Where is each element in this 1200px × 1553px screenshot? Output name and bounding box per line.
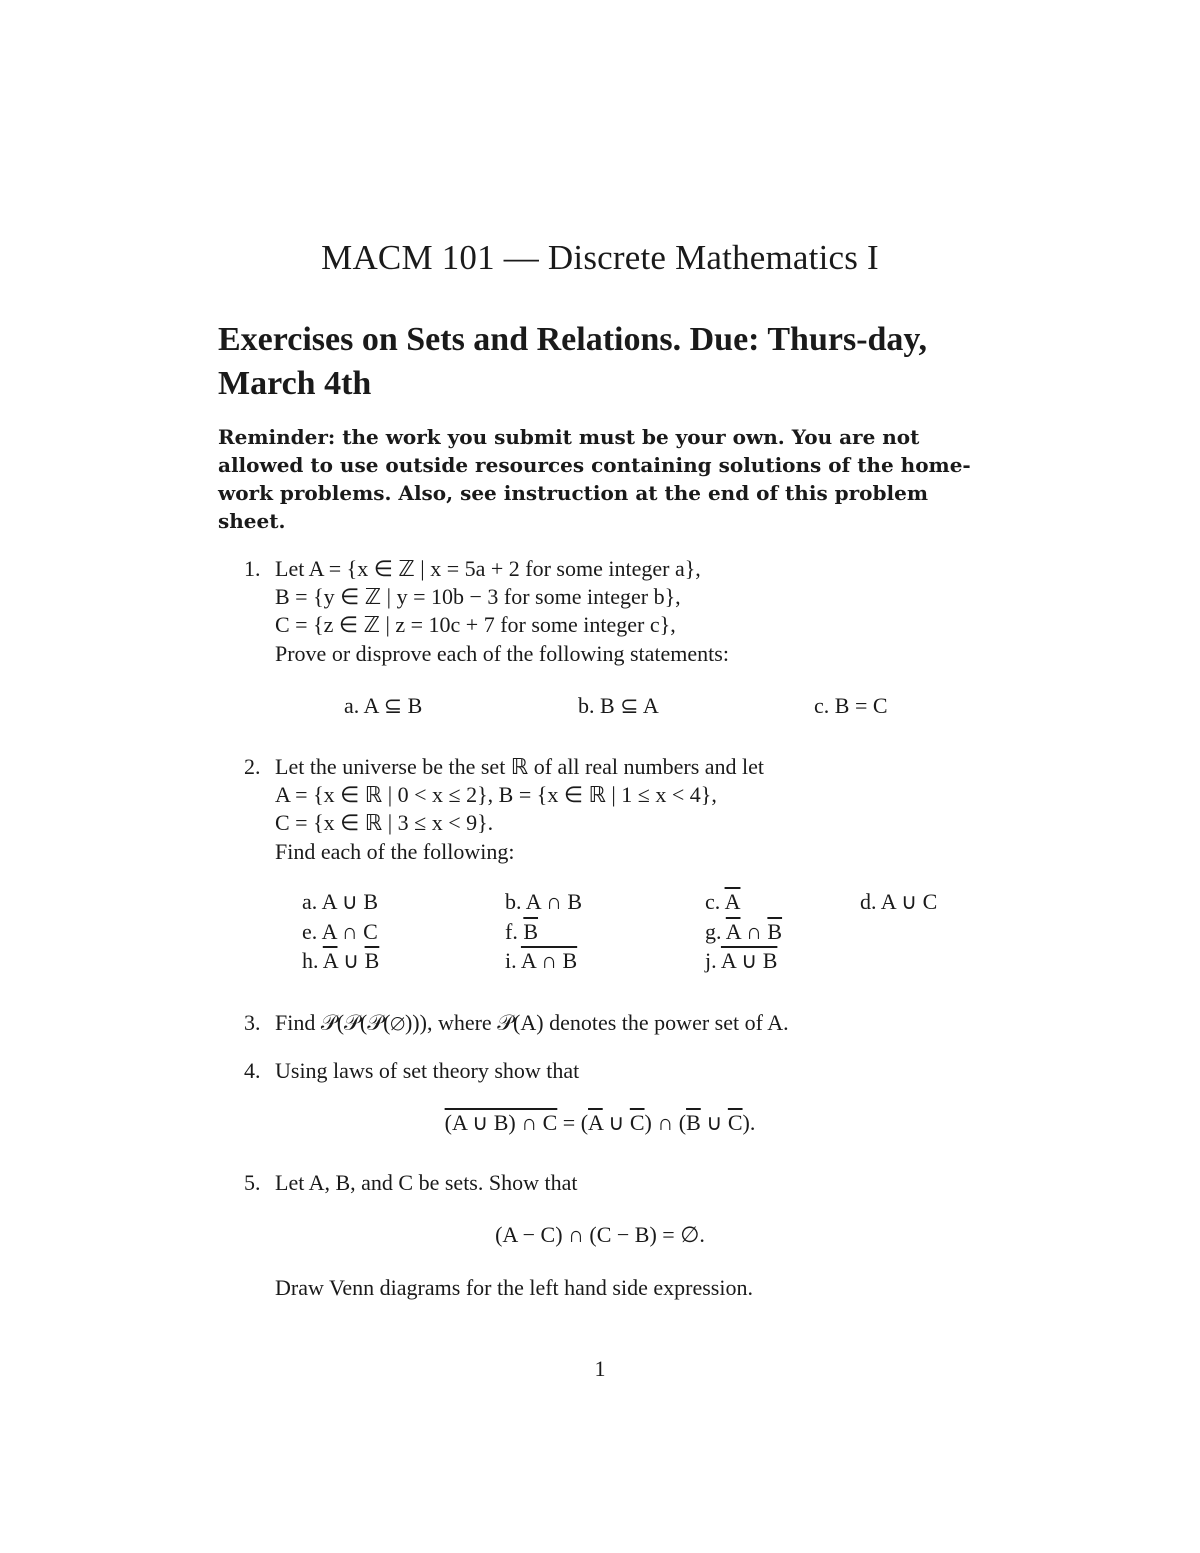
problem-2-item-i xyxy=(505,948,577,974)
item-e-label: e. xyxy=(302,919,318,944)
course-title: MACM 101 — Discrete Mathematics I xyxy=(321,238,879,277)
problem-1-item-c: c. B = C xyxy=(814,693,888,718)
problem-2-item-h xyxy=(302,948,379,974)
item-g-expr: $\overline{A}$ ∩ $\overline{B}$ xyxy=(725,919,783,944)
item-j-expr: A ∪ B xyxy=(720,948,778,973)
item-c-expr: $\overline{A}$ xyxy=(724,889,741,914)
item-c-label: c. xyxy=(705,889,721,914)
item-b-label: b. xyxy=(505,889,522,914)
problem-1-line-4: Prove or disprove each of the following statements: xyxy=(275,641,729,666)
problem-2-item-g xyxy=(705,919,782,945)
problem-3-number: 3. xyxy=(244,1010,261,1035)
problem-2-item-e xyxy=(302,919,378,945)
item-g-label: g. xyxy=(705,919,722,944)
problem-1-item-a: a. A ⊆ B xyxy=(344,693,423,718)
item-i-label: i. xyxy=(505,948,517,973)
exercise-title: Exercises on Sets and Relations. Due: Thurs-day, March 4th xyxy=(218,321,928,402)
problem-2-item-a xyxy=(302,889,378,915)
problem-4-line-1: Using laws of set theory show that xyxy=(275,1058,580,1083)
problem-1-number: 1. xyxy=(244,556,261,581)
problem-5-number: 5. xyxy=(244,1170,261,1195)
item-j-label: j. xyxy=(705,948,717,973)
problem-2-item-d xyxy=(860,889,937,915)
item-i-expr: A ∩ B xyxy=(520,948,578,973)
problem-2-number: 2. xyxy=(244,754,261,779)
item-h-label: h. xyxy=(302,948,319,973)
problem-1-line-3: C = {z ∈ ℤ | z = 10c + 7 for some integer c}, xyxy=(275,612,676,637)
problem-5-line-1: Let A, B, and C be sets. Show that xyxy=(275,1170,578,1195)
reminder-text: Reminder: the work you submit must be your own. You are not allowed to use outside resources containing solutions of the home-work problems. Also, see instruction at the end of this problem sheet. xyxy=(218,425,971,533)
item-a-label: a. xyxy=(302,889,318,914)
problem-2-item-f xyxy=(505,919,538,945)
item-d-label: d. xyxy=(860,889,877,914)
problem-3-line-1: Find 𝒫(𝒫(𝒫(∅))), where 𝒫(A) denotes the power set of A. xyxy=(275,1010,789,1035)
problem-2-line-1: Let the universe be the set ℝ of all real numbers and let xyxy=(275,754,765,779)
problem-2-item-j xyxy=(705,948,777,974)
item-f-expr: $\overline{B}$ xyxy=(523,919,539,944)
problem-1-line-1: Let A = {x ∈ ℤ | x = 5a + 2 for some integer a}, xyxy=(275,556,701,581)
item-a-expr: A ∪ B xyxy=(321,889,379,914)
problem-5-after: Draw Venn diagrams for the left hand side expression. xyxy=(275,1275,753,1300)
item-e-expr: A ∩ C xyxy=(321,919,378,944)
problem-1-line-2: B = {y ∈ ℤ | y = 10b − 3 for some integer b}, xyxy=(275,584,681,609)
problem-2-line-2: A = {x ∈ ℝ | 0 < x ≤ 2}, B = {x ∈ ℝ | 1 ≤ x < 4}, xyxy=(275,782,717,807)
problem-5-equation: (A − C) ∩ (C − B) = ∅. xyxy=(495,1222,705,1247)
page-number: 1 xyxy=(594,1356,606,1381)
item-d-expr: A ∪ C xyxy=(880,889,938,914)
problem-2-item-b xyxy=(505,889,582,915)
item-b-expr: A ∩ B xyxy=(525,889,583,914)
item-f-label: f. xyxy=(505,919,518,944)
problem-2-line-4: Find each of the following: xyxy=(275,839,515,864)
problem-4-number: 4. xyxy=(244,1058,261,1083)
item-h-expr: $\overline{A}$ ∪ $\overline{B}$ xyxy=(322,948,380,973)
problem-2-item-c xyxy=(705,889,740,915)
problem-1-item-b: b. B ⊆ A xyxy=(578,693,659,718)
problem-2-line-3: C = {x ∈ ℝ | 3 ≤ x < 9}. xyxy=(275,810,494,835)
problem-4-equation: (A ∪ B) ∩ $C = (\overline{A}$ ∪ $\overline{C}$) ∩ ($\overline{B}$ ∪ $\overline{C}$). xyxy=(444,1110,756,1135)
